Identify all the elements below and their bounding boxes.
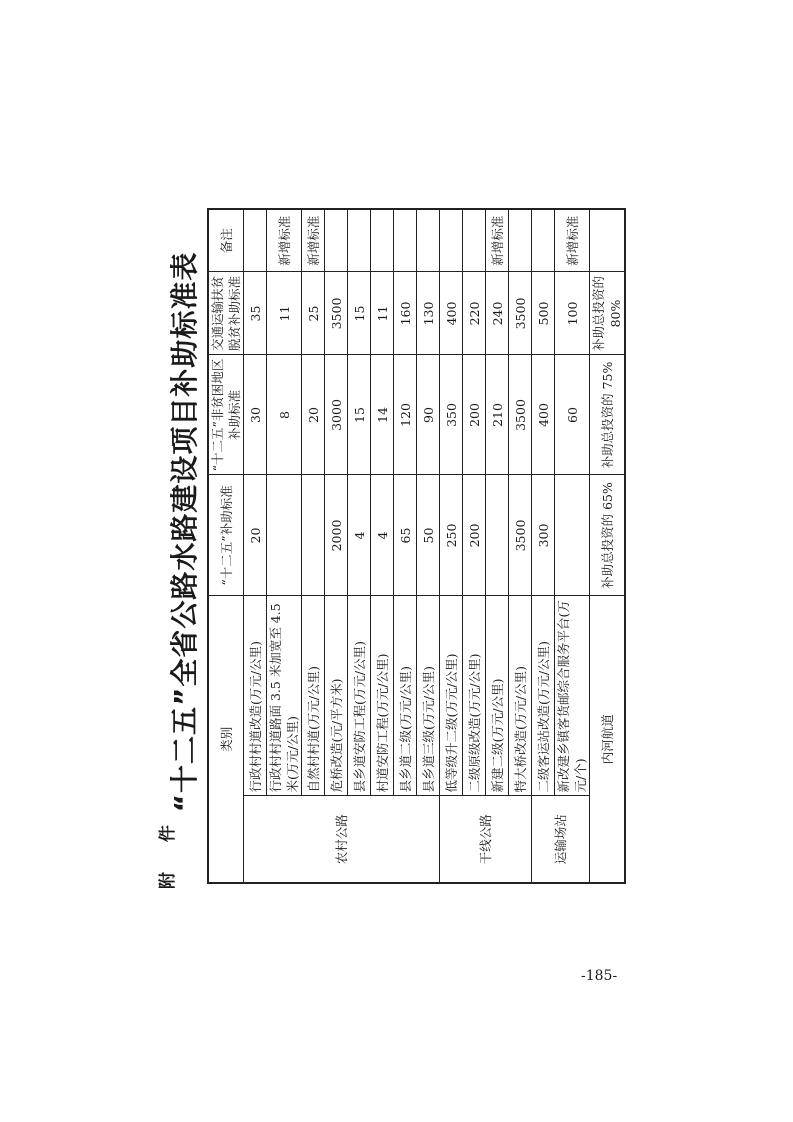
row-non-poor: 15 bbox=[348, 355, 371, 475]
waterway-standard: 补助总投资的 65% bbox=[590, 475, 626, 596]
row-standard bbox=[267, 475, 302, 596]
table-row bbox=[417, 209, 440, 883]
row-note bbox=[532, 209, 555, 272]
row-poverty: 100 bbox=[555, 272, 590, 355]
table-row bbox=[348, 209, 371, 883]
row-item: 村道安防工程(万元/公里) bbox=[371, 596, 394, 796]
table-row bbox=[463, 209, 486, 883]
row-standard bbox=[486, 475, 509, 596]
row-non-poor: 8 bbox=[267, 355, 302, 475]
row-non-poor: 210 bbox=[486, 355, 509, 475]
row-poverty: 15 bbox=[348, 272, 371, 355]
row-note bbox=[509, 209, 532, 272]
row-poverty: 25 bbox=[302, 272, 325, 355]
waterway-poverty: 补助总投资的 80% bbox=[590, 272, 626, 355]
row-poverty: 3500 bbox=[509, 272, 532, 355]
row-note bbox=[348, 209, 371, 272]
row-non-poor: 400 bbox=[532, 355, 555, 475]
row-item: 二级原级改造(万元/公里) bbox=[463, 596, 486, 796]
table-row-waterway bbox=[590, 209, 626, 883]
row-standard: 50 bbox=[417, 475, 440, 596]
table-row bbox=[509, 209, 532, 883]
table-row bbox=[532, 209, 555, 883]
row-non-poor: 120 bbox=[394, 355, 417, 475]
row-item: 特大桥改造(万元/公里) bbox=[509, 596, 532, 796]
table-row bbox=[555, 209, 590, 883]
group-station: 运输场站 bbox=[532, 796, 590, 883]
row-standard: 200 bbox=[463, 475, 486, 596]
row-note bbox=[371, 209, 394, 272]
table-row bbox=[394, 209, 417, 883]
group-trunk: 干线公路 bbox=[440, 796, 532, 883]
waterway-item: 内河航道 bbox=[590, 596, 626, 883]
table-row bbox=[267, 209, 302, 883]
waterway-note bbox=[590, 209, 626, 272]
row-item: 县乡道安防工程(万元/公里) bbox=[348, 596, 371, 796]
header-note: 备注 bbox=[208, 209, 244, 272]
page-number: -185- bbox=[581, 968, 618, 984]
table-row bbox=[244, 209, 267, 883]
row-standard bbox=[302, 475, 325, 596]
row-poverty: 35 bbox=[244, 272, 267, 355]
row-note bbox=[325, 209, 348, 272]
group-rural: 农村公路 bbox=[244, 796, 440, 883]
row-poverty: 130 bbox=[417, 272, 440, 355]
table-header-row bbox=[208, 209, 244, 883]
row-item: 危桥改造(元/平方米) bbox=[325, 596, 348, 796]
row-non-poor: 200 bbox=[463, 355, 486, 475]
row-poverty: 240 bbox=[486, 272, 509, 355]
row-note bbox=[394, 209, 417, 272]
row-note: 新增标准 bbox=[267, 209, 302, 272]
row-note bbox=[417, 209, 440, 272]
row-poverty: 160 bbox=[394, 272, 417, 355]
row-note bbox=[244, 209, 267, 272]
row-non-poor: 3500 bbox=[509, 355, 532, 475]
row-poverty: 11 bbox=[267, 272, 302, 355]
row-note: 新增标准 bbox=[486, 209, 509, 272]
table-row bbox=[440, 209, 463, 883]
row-non-poor: 14 bbox=[371, 355, 394, 475]
header-non-poor: “十二五”非贫困地区补助标准 bbox=[208, 355, 244, 475]
table-row bbox=[325, 209, 348, 883]
row-item: 自然村村道(万元/公里) bbox=[302, 596, 325, 796]
header-poverty: 交通运输扶贫脱贫补助标准 bbox=[208, 272, 244, 355]
row-poverty: 500 bbox=[532, 272, 555, 355]
row-non-poor: 20 bbox=[302, 355, 325, 475]
table-row bbox=[486, 209, 509, 883]
row-standard: 4 bbox=[348, 475, 371, 596]
row-poverty: 3500 bbox=[325, 272, 348, 355]
row-standard: 3500 bbox=[509, 475, 532, 596]
page-title: “十二五”全省公路水路建设项目补助标准表 bbox=[168, 251, 201, 813]
row-standard: 300 bbox=[532, 475, 555, 596]
row-non-poor: 3000 bbox=[325, 355, 348, 475]
row-poverty: 11 bbox=[371, 272, 394, 355]
row-poverty: 400 bbox=[440, 272, 463, 355]
row-non-poor: 350 bbox=[440, 355, 463, 475]
row-item: 新建二级(万元/公里) bbox=[486, 596, 509, 796]
header-standard: “十二五”补助标准 bbox=[208, 475, 244, 596]
attachment-label: 附 件 bbox=[158, 813, 178, 889]
subsidy-standard-table bbox=[207, 208, 626, 884]
header-category: 类别 bbox=[208, 596, 244, 883]
row-note: 新增标准 bbox=[302, 209, 325, 272]
row-standard: 20 bbox=[244, 475, 267, 596]
row-standard: 2000 bbox=[325, 475, 348, 596]
row-standard: 250 bbox=[440, 475, 463, 596]
row-poverty: 220 bbox=[463, 272, 486, 355]
table-row bbox=[371, 209, 394, 883]
row-item: 二级客运站改造(万元/公里) bbox=[532, 596, 555, 796]
row-non-poor: 60 bbox=[555, 355, 590, 475]
row-item: 行政村村道路面 3.5 米加宽至 4.5 米(万元/公里) bbox=[267, 596, 302, 796]
row-non-poor: 30 bbox=[244, 355, 267, 475]
row-note bbox=[440, 209, 463, 272]
row-standard: 65 bbox=[394, 475, 417, 596]
row-item: 低等级升二级(万元/公里) bbox=[440, 596, 463, 796]
table-row bbox=[302, 209, 325, 883]
waterway-non-poor: 补助总投资的 75% bbox=[590, 355, 626, 475]
row-item: 县乡道三级(万元/公里) bbox=[417, 596, 440, 796]
row-note: 新增标准 bbox=[555, 209, 590, 272]
row-item: 新改建乡镇客货邮综合服务平台(万元/个) bbox=[555, 596, 590, 796]
row-item: 行政村村道改造(万元/公里) bbox=[244, 596, 267, 796]
row-standard bbox=[555, 475, 590, 596]
row-non-poor: 90 bbox=[417, 355, 440, 475]
row-standard: 4 bbox=[371, 475, 394, 596]
row-item: 县乡道二级(万元/公里) bbox=[394, 596, 417, 796]
row-note bbox=[463, 209, 486, 272]
